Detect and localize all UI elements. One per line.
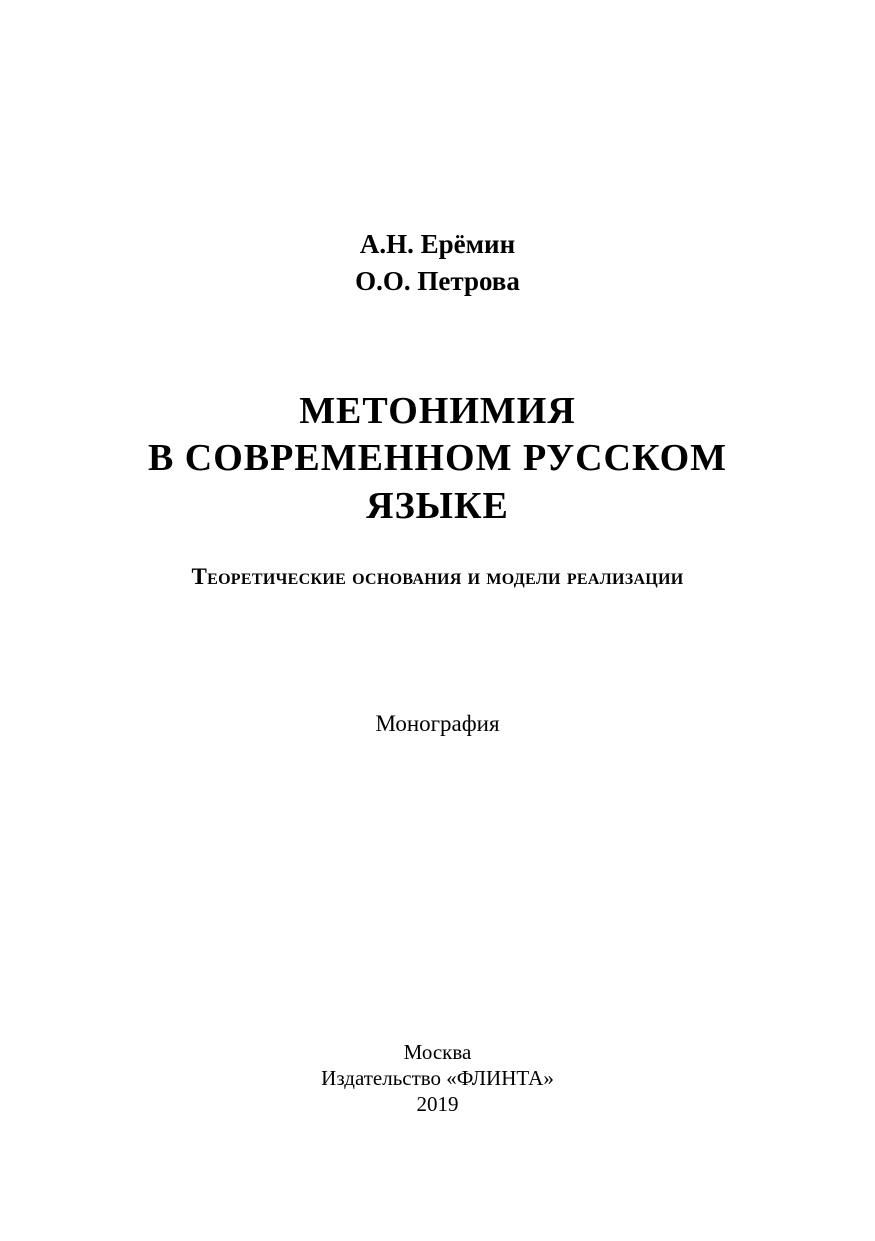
imprint-publisher: Издательство «ФЛИНТА» (321, 1066, 554, 1090)
imprint-city: Москва (403, 1040, 472, 1064)
imprint-year: 2019 (416, 1092, 459, 1116)
author-name: А.Н. Ерёмин (359, 229, 516, 259)
title-line: В СОВРЕМЕННОМ РУССКОМ (147, 437, 728, 479)
author-name: О.О. Петрова (355, 266, 520, 296)
title-line: ЯЗЫКЕ (366, 485, 509, 527)
book-subtitle: Теоретические основания и модели реализации (191, 564, 684, 589)
book-genre: Монография (375, 711, 500, 736)
title-line: МЕТОНИМИЯ (299, 390, 576, 432)
